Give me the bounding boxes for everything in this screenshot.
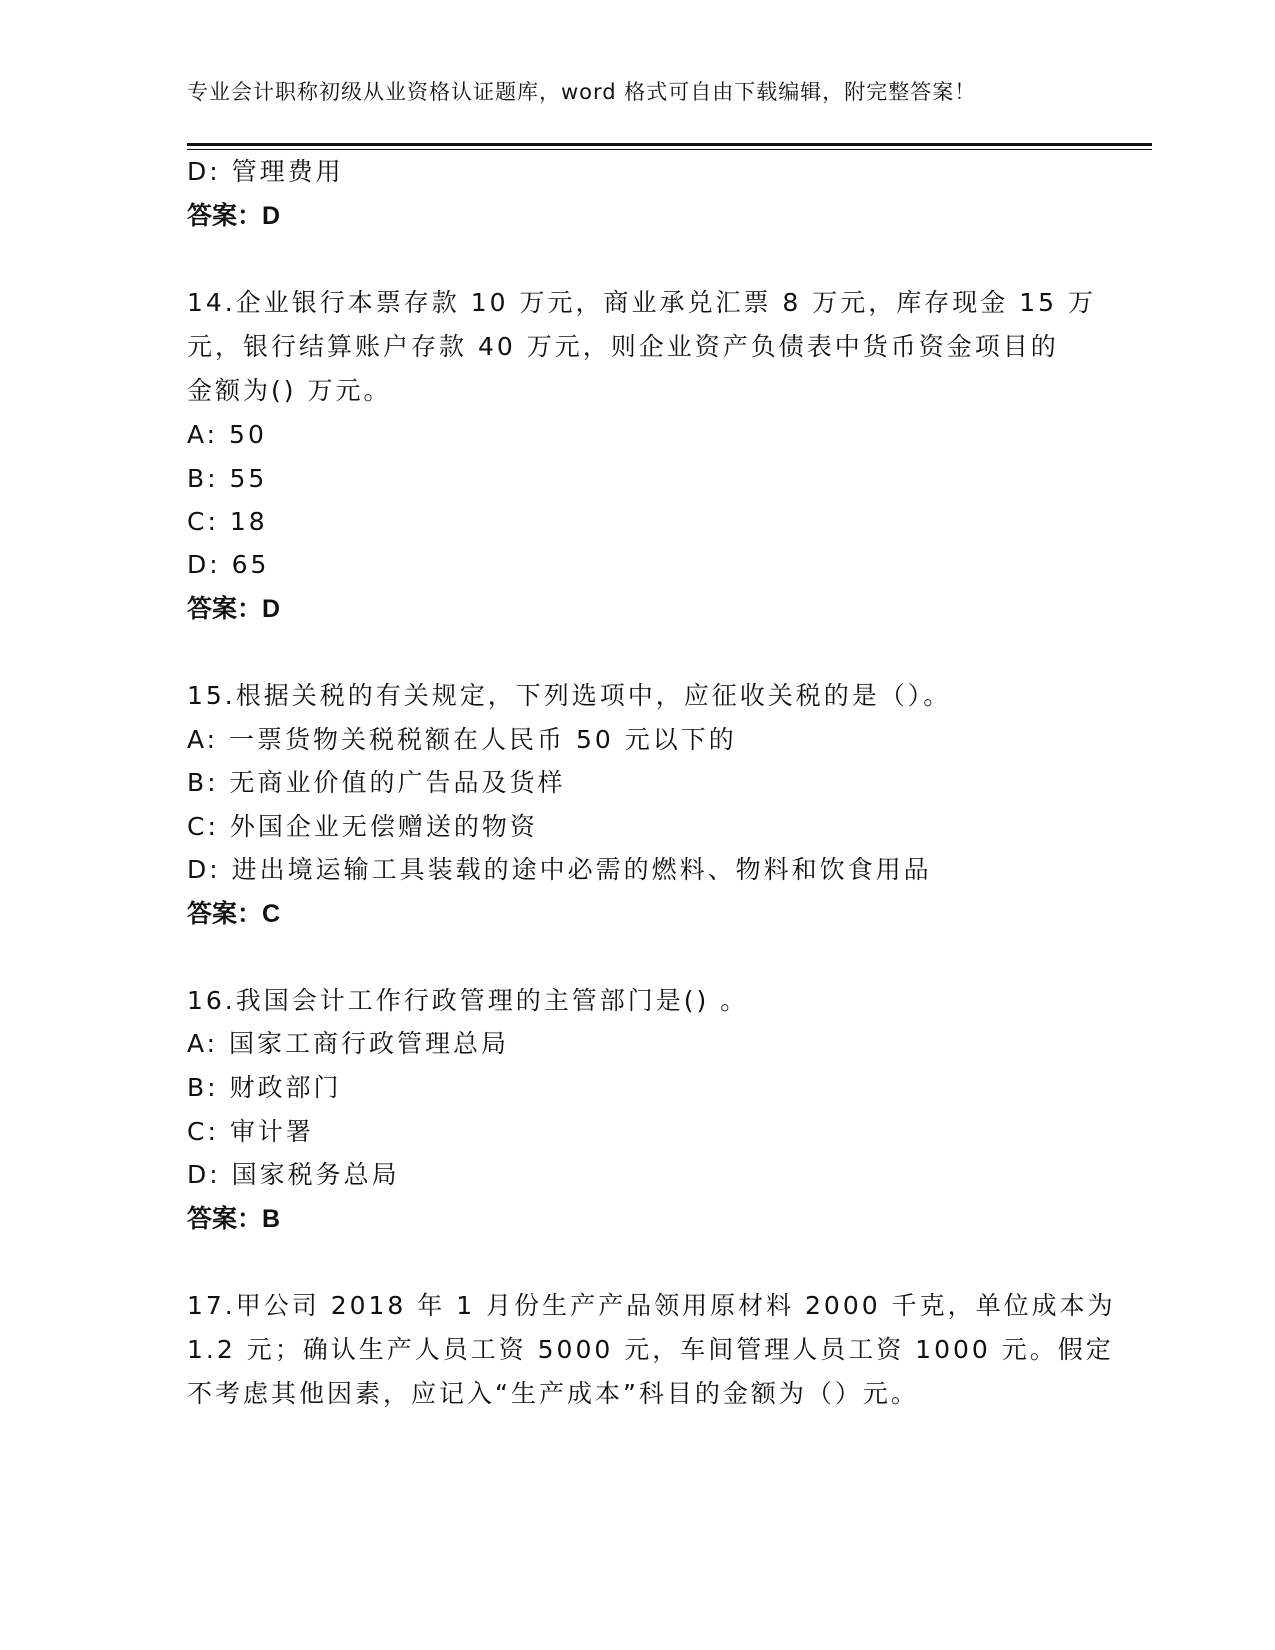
q16-option-a: A: 国家工商行政管理总局 (187, 1029, 510, 1058)
q14-option-c: C: 18 (187, 507, 268, 536)
page-header: 专业会计职称初级从业资格认证题库，word 格式可自由下载编辑，附完整答案！ (187, 80, 977, 104)
q14-stem-line-3: 金额为() 万元。 (187, 376, 392, 405)
q14-option-d: D: 65 (187, 550, 270, 579)
q15-stem-line-1: 15.根据关税的有关规定，下列选项中，应征收关税的是（）。 (187, 681, 952, 710)
q15-answer: 答案：C (187, 900, 281, 928)
q14-stem-line-1: 14.企业银行本票存款 10 万元，商业承兑汇票 8 万元，库存现金 15 万 (187, 288, 1096, 317)
q16-answer: 答案：B (187, 1205, 281, 1233)
q15-option-c: C: 外国企业无偿赠送的物资 (187, 812, 538, 841)
q16-option-b: B: 财政部门 (187, 1073, 342, 1102)
q13-option-d: D: 管理费用 (187, 157, 344, 186)
q17-stem-line-3: 不考虑其他因素，应记入“生产成本”科目的金额为（）元。 (187, 1379, 919, 1408)
header-divider-thick (187, 143, 1152, 146)
q14-stem-line-2: 元，银行结算账户存款 40 万元，则企业资产负债表中货币资金项目的 (187, 332, 1059, 361)
q16-option-c: C: 审计署 (187, 1117, 314, 1146)
q16-option-d: D: 国家税务总局 (187, 1160, 400, 1189)
q15-option-a: A: 一票货物关税税额在人民币 50 元以下的 (187, 725, 737, 754)
q14-option-a: A: 50 (187, 420, 267, 449)
q14-answer: 答案：D (187, 595, 281, 623)
q15-option-b: B: 无商业价值的广告品及货样 (187, 768, 566, 797)
q15-option-d: D: 进出境运输工具装载的途中必需的燃料、物料和饮食用品 (187, 855, 932, 884)
q16-stem-line-1: 16.我国会计工作行政管理的主管部门是() 。 (187, 986, 749, 1015)
q17-stem-line-2: 1.2 元；确认生产人员工资 5000 元，车间管理人员工资 1000 元。假定 (187, 1335, 1114, 1364)
q13-answer: 答案：D (187, 202, 281, 230)
header-divider-thin (187, 149, 1152, 150)
q14-option-b: B: 55 (187, 464, 268, 493)
q17-stem-line-1: 17.甲公司 2018 年 1 月份生产产品领用原材料 2000 千克，单位成本为 (187, 1291, 1116, 1320)
